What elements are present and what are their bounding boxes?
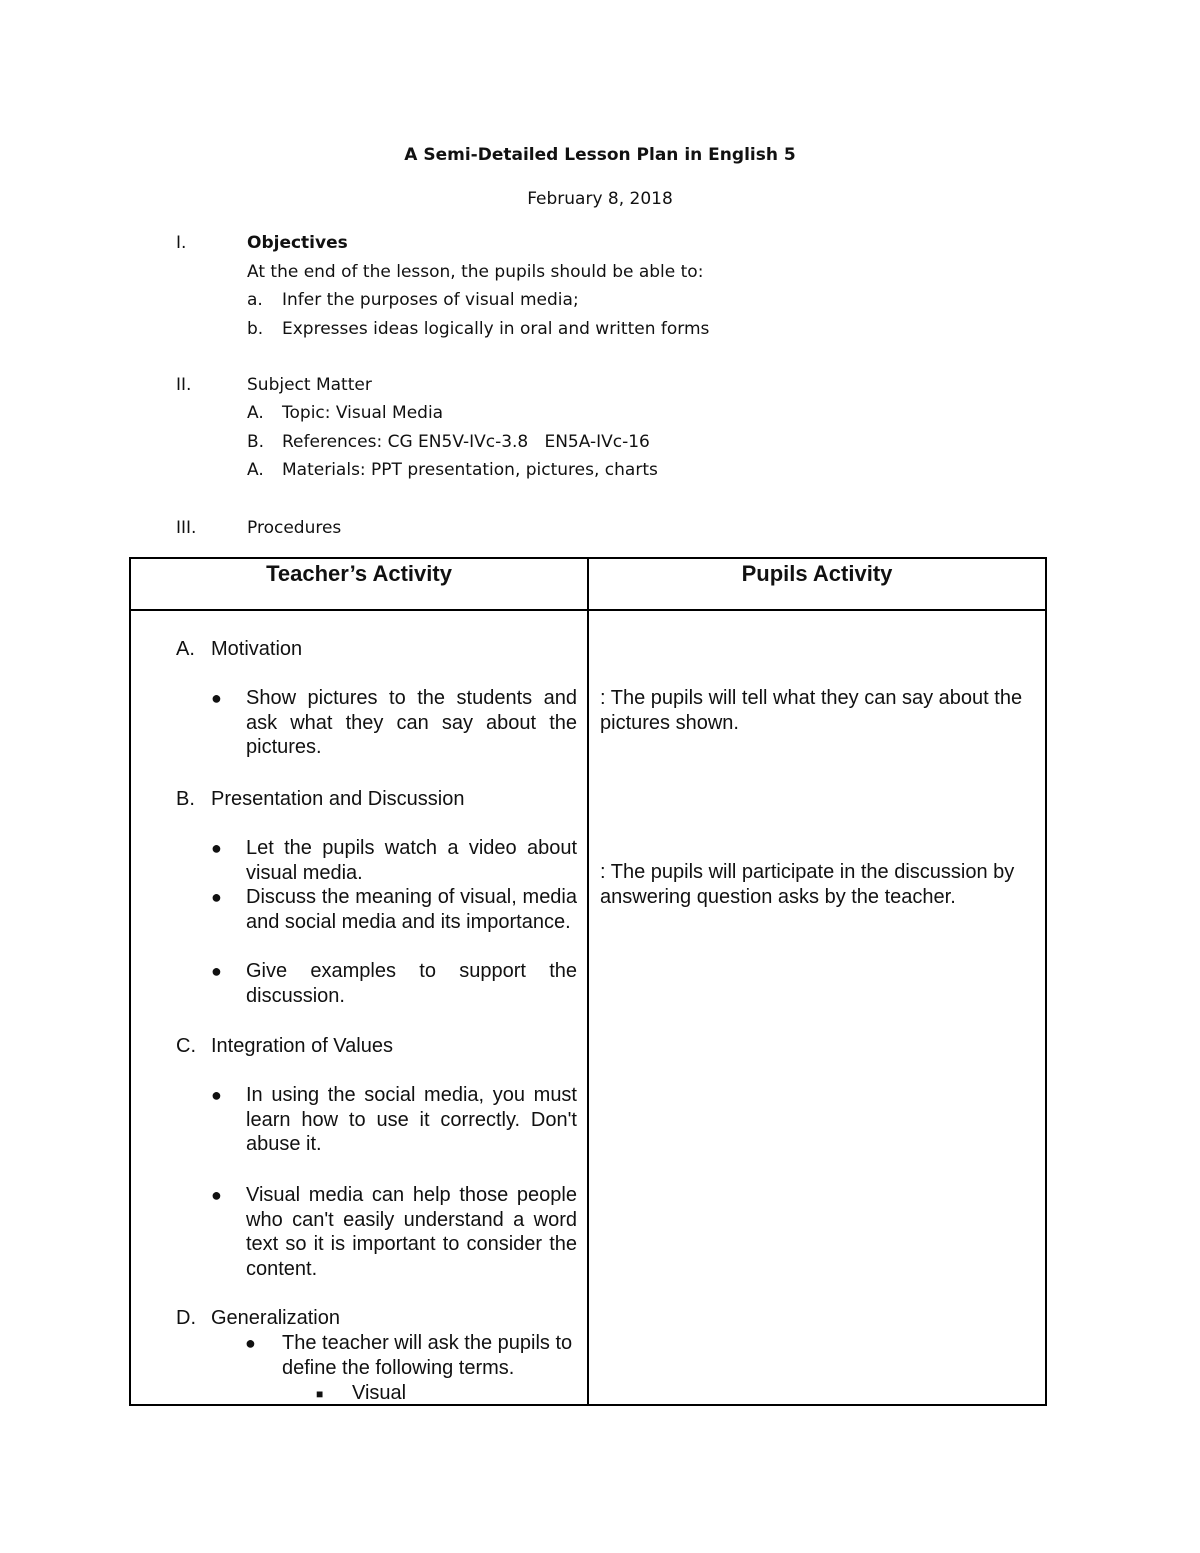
teacher-activity-item: In using the social media, you must learn how to use it correctly. Don't abuse it. [246,1084,577,1156]
bullet-icon: ● [211,688,222,708]
document-date: February 8, 2018 [527,189,673,209]
table-header-pupils: Pupils Activity [741,561,893,586]
section-numeral-procedures: III. [176,518,197,538]
bullet-icon: ● [211,838,222,858]
procedure-label-generalization: Generalization [211,1307,340,1329]
section-heading-objectives: Objectives [247,233,348,253]
teacher-activity-item: Discuss the meaning of visual, media and social media and its importance. [246,886,577,933]
procedure-label-values: Integration of Values [211,1035,393,1057]
subject-item-references: References: CG EN5V-IVc-3.8 EN5A-IVc-16 [282,432,650,452]
objective-marker: a. [247,290,263,310]
teacher-activity-item: Visual media can help those people who can't easily understand a word text so it is important to consider the content. [246,1184,577,1280]
table-column-divider [587,557,589,1406]
bullet-icon: ● [211,887,222,907]
teacher-activity-item: The teacher will ask the pupils to define the following terms. [282,1332,573,1379]
subject-marker: A. [247,460,264,480]
procedure-marker: B. [176,788,195,810]
procedure-marker: D. [176,1307,196,1329]
procedure-marker: A. [176,638,195,660]
section-heading-subject-matter: Subject Matter [247,375,372,395]
procedure-label-motivation: Motivation [211,638,303,660]
teacher-activity-item: Show pictures to the students and ask what they can say about the pictures. [246,687,577,759]
objective-marker: b. [247,319,264,339]
subject-marker: B. [247,432,265,452]
subject-item-materials: Materials: PPT presentation, pictures, charts [282,460,658,480]
pupil-activity-discussion: : The pupils will participate in the discussion by answering question asks by the teacher. [600,861,1015,908]
bullet-icon: ● [211,961,222,981]
section-numeral-objectives: I. [176,233,187,253]
objectives-intro: At the end of the lesson, the pupils should be able to: [247,262,704,282]
procedure-label-presentation: Presentation and Discussion [211,788,465,810]
subject-item-topic: Topic: Visual Media [282,403,444,423]
table-header-teacher: Teacher’s Activity [266,561,452,586]
document-title: A Semi-Detailed Lesson Plan in English 5 [404,145,796,165]
bullet-icon: ● [245,1333,256,1353]
objective-item: Expresses ideas logically in oral and written forms [282,319,710,339]
section-heading-procedures: Procedures [247,518,342,538]
bullet-icon: ● [211,1185,222,1205]
table-header-divider [129,609,1047,611]
bullet-icon: ● [211,1085,222,1105]
procedure-marker: C. [176,1035,196,1057]
pupil-activity-motivation: : The pupils will tell what they can say about the pictures shown. [600,687,1023,734]
section-numeral-subject-matter: II. [176,375,192,395]
teacher-activity-item: Let the pupils watch a video about visual media. [246,837,577,884]
generalization-term: Visual [352,1382,407,1404]
objective-item: Infer the purposes of visual media; [282,290,579,310]
subject-marker: A. [247,403,264,423]
square-bullet-icon: ■ [316,1387,324,1401]
teacher-activity-item: Give examples to support the discussion. [246,960,577,1007]
